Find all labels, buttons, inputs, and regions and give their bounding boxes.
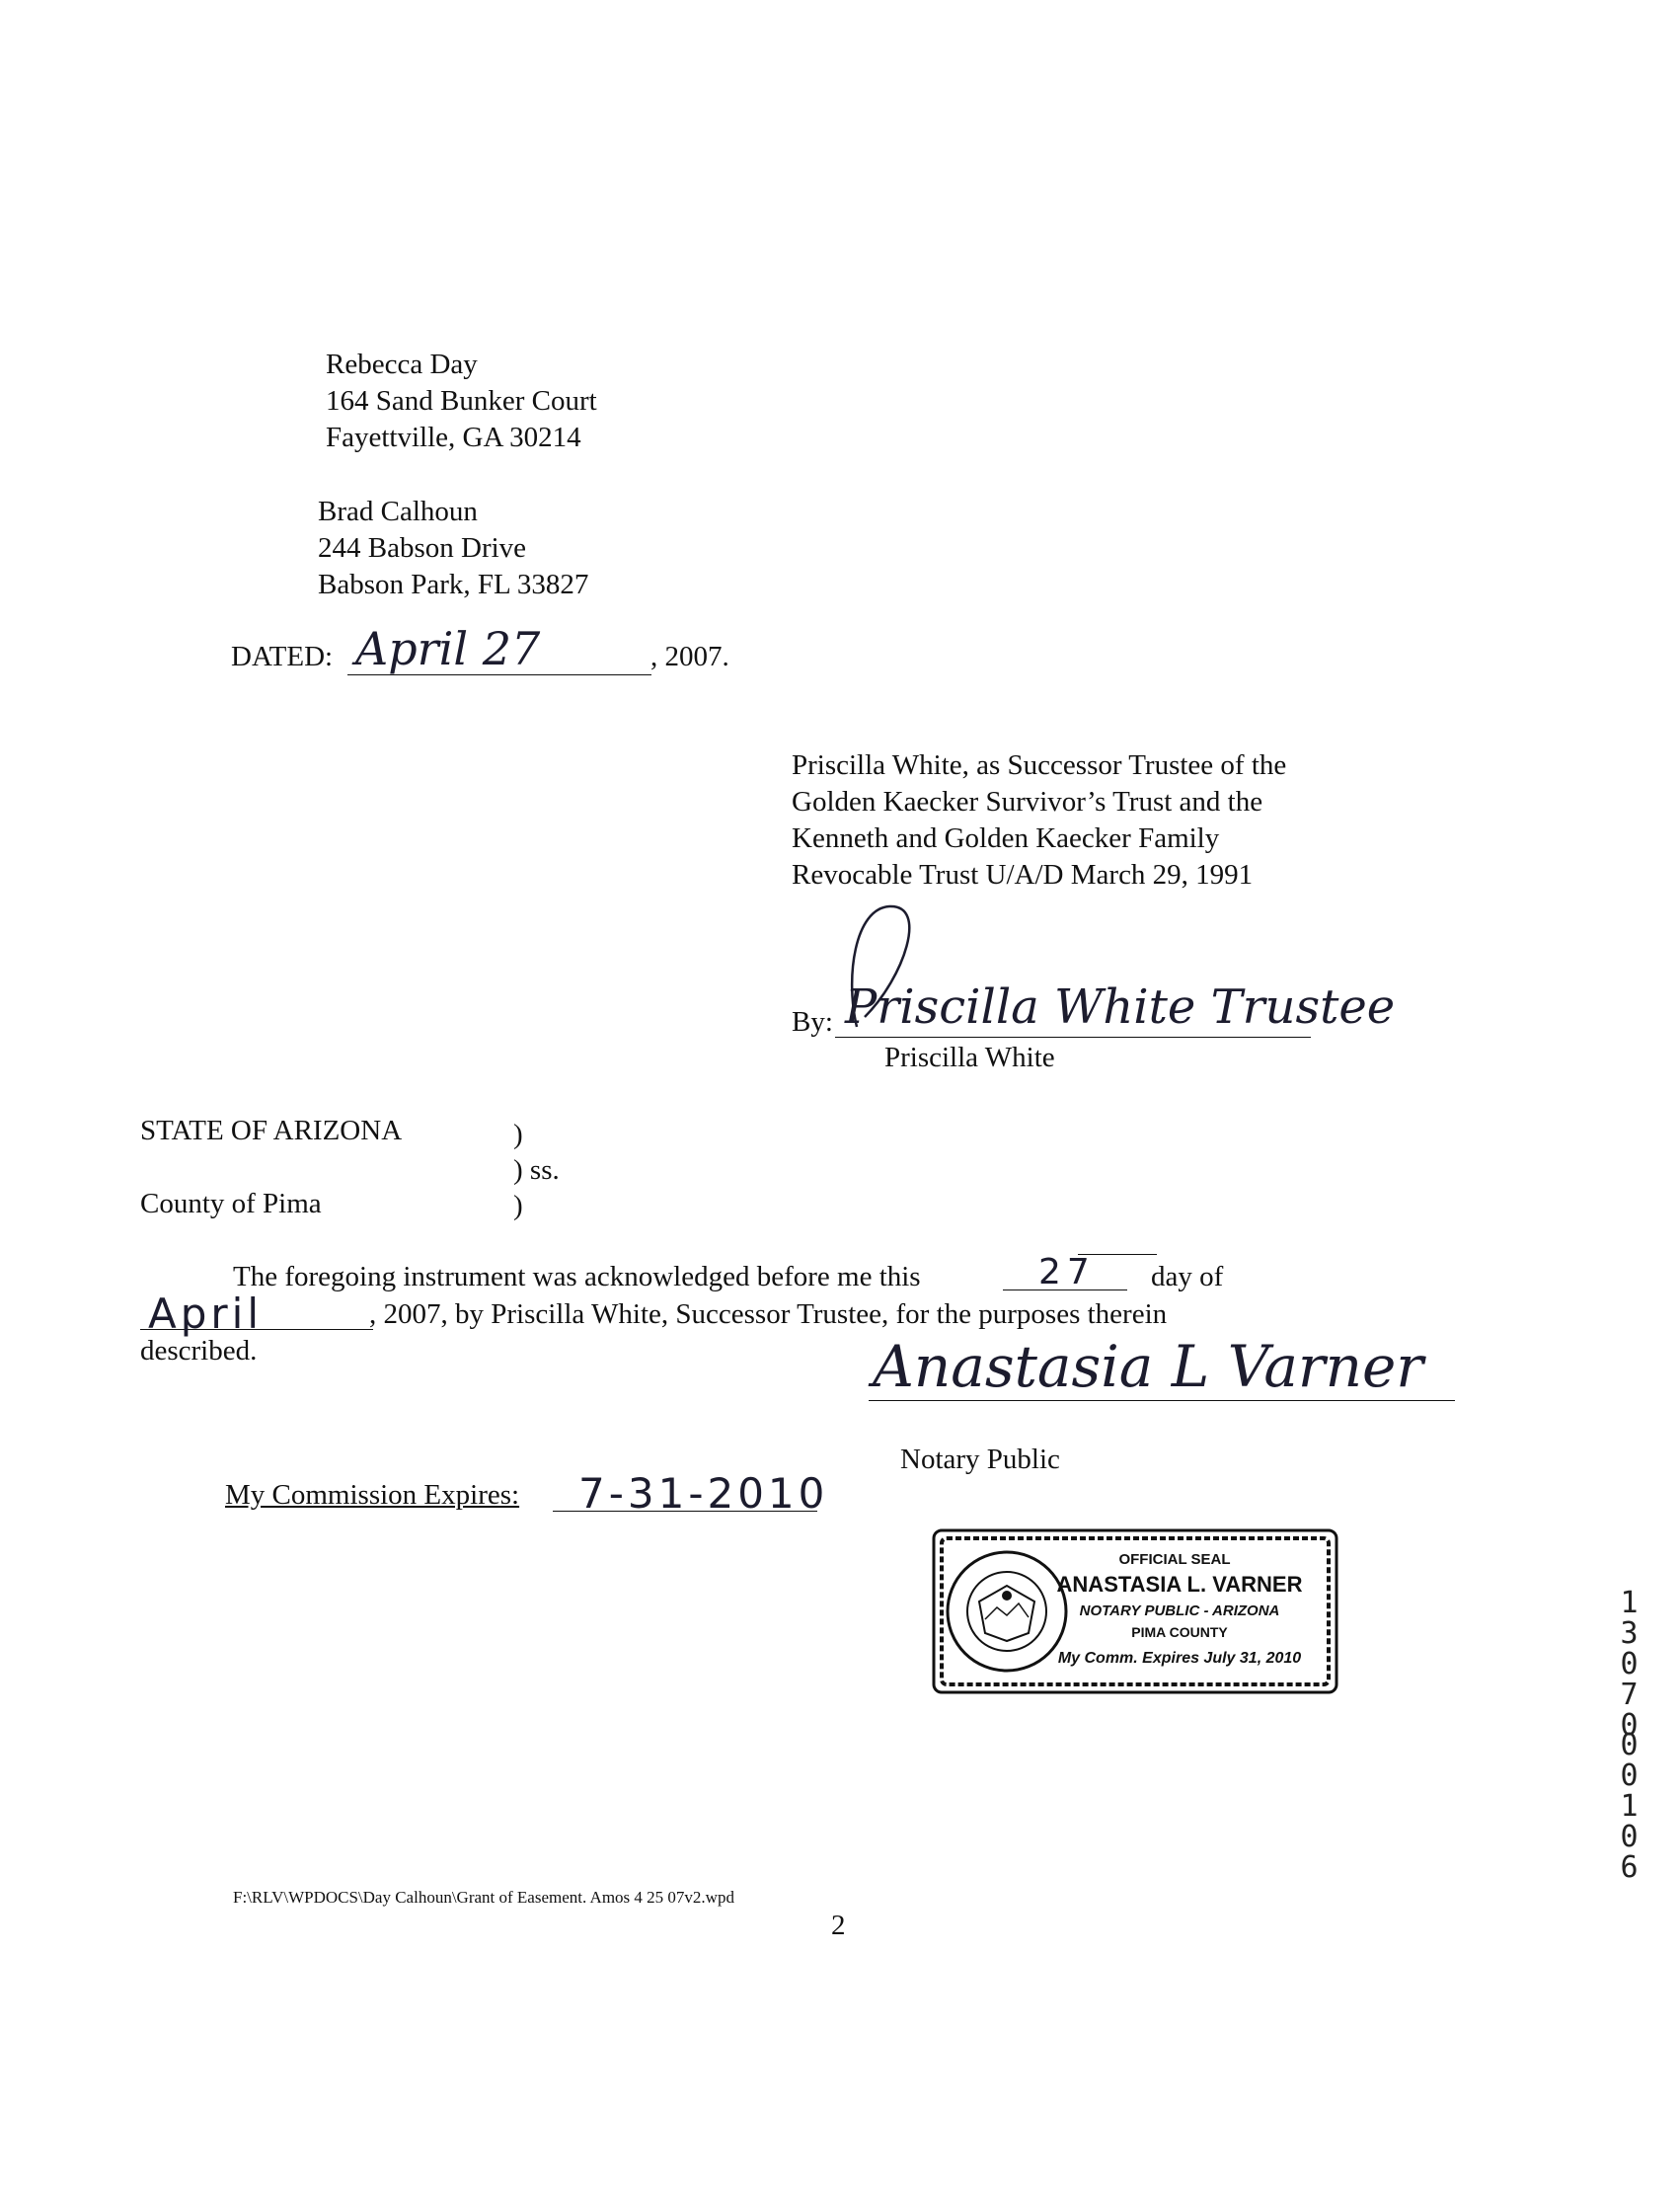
recipient-1-name: Rebecca Day <box>326 349 478 380</box>
recipient-2-name: Brad Calhoun <box>318 496 478 527</box>
seal-heading-text: OFFICIAL SEAL <box>1118 1551 1231 1568</box>
seal-line-2: PIMA COUNTY <box>1131 1624 1228 1640</box>
recipient-2-city: Babson Park, FL 33827 <box>318 569 589 600</box>
page-number: 2 <box>831 1910 846 1941</box>
recipient-1-city: Fayettville, GA 30214 <box>326 422 581 453</box>
signature-line <box>835 1037 1311 1038</box>
recording-number-bottom-text: 00106 <box>1612 1728 1646 1881</box>
commission-date: 7-31-2010 <box>578 1469 829 1518</box>
seal-line-1: NOTARY PUBLIC - ARIZONA <box>1079 1602 1280 1619</box>
ack-text-3: , 2007, by Priscilla White, Successor Trustee, for the purposes therein <box>369 1298 1168 1330</box>
venue-paren-3: ) <box>513 1190 523 1221</box>
dated-label: DATED: <box>231 641 334 672</box>
official-seal-stamp <box>928 1524 1342 1700</box>
trustee-printed-name: Priscilla White <box>884 1042 1055 1073</box>
seal-notary-name: ANASTASIA L. VARNER <box>1056 1572 1303 1597</box>
trustee-line-2: Golden Kaecker Survivor’s Trust and the <box>792 786 1263 818</box>
recording-number-bottom <box>1612 1728 1646 1881</box>
venue-state: STATE OF ARIZONA <box>140 1115 403 1146</box>
recipient-2-street: 244 Babson Drive <box>318 532 527 564</box>
commission-label: My Commission Expires: <box>225 1479 520 1511</box>
venue-ss: ) ss. <box>513 1154 560 1186</box>
notary-signature: Anastasia L Varner <box>873 1333 1424 1400</box>
notary-signature-line <box>869 1400 1455 1401</box>
dated-year: , 2007. <box>650 641 729 672</box>
trustee-line-1: Priscilla White, as Successor Trustee of the <box>792 749 1287 781</box>
footer-file-path: F:\RLV\WPDOCS\Day Calhoun\Grant of Easement. Amos 4 25 07v2.wpd <box>233 1888 734 1907</box>
trustee-line-4: Revocable Trust U/A/D March 29, 1991 <box>792 859 1254 891</box>
seal-expires: My Comm. Expires July 31, 2010 <box>1057 1650 1302 1667</box>
recording-number-top <box>1612 1586 1646 1739</box>
ack-month: April <box>148 1289 263 1338</box>
dated-handwritten-date: April 27 <box>355 622 541 675</box>
recording-number-top-text: 13070 <box>1612 1586 1646 1739</box>
notary-title: Notary Public <box>900 1444 1060 1475</box>
trustee-line-3: Kenneth and Golden Kaecker Family <box>792 822 1220 854</box>
by-label: By: <box>792 1006 833 1038</box>
ack-text-2: day of <box>1151 1261 1224 1292</box>
signature-loop <box>835 899 845 908</box>
trustee-signature: Priscilla White Trustee <box>845 979 1396 1035</box>
recipient-1-street: 164 Sand Bunker Court <box>326 385 597 417</box>
venue-county: County of Pima <box>140 1188 322 1219</box>
ack-text-4: described. <box>140 1335 258 1367</box>
ack-day: 27 <box>1038 1252 1096 1292</box>
venue-paren-1: ) <box>513 1119 523 1150</box>
ack-text-1: The foregoing instrument was acknowledged before me this <box>233 1261 921 1292</box>
